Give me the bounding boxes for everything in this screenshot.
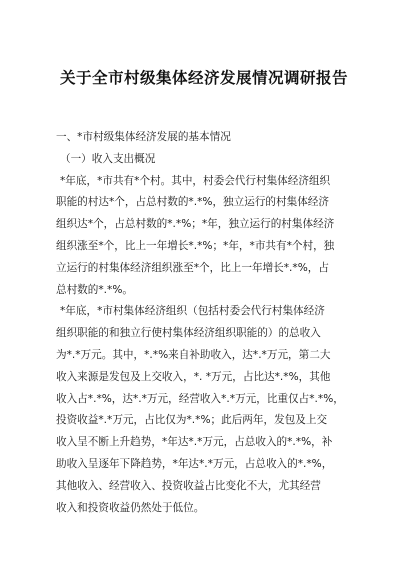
paragraph-line: 助收入呈逐年下降趋势，*年达*.*万元，占总收入的*.*%， [56, 457, 333, 470]
paragraph-line: 组织职能的和独立行使村集体经济组织职能的）的总收入 [56, 327, 321, 340]
document-body [56, 127, 368, 519]
paragraph-line: 组织涨至*个，比上一年增长*.*%；*年，*市共有*个村，独 [56, 239, 335, 252]
paragraph-line: 收入占*.*%，达*.*万元，经营收入*.*万元，比重仅占*.*%， [56, 392, 344, 405]
paragraph-line: 收入来源是发包及上交收入，*. *万元，占比达*.*%，其他 [56, 370, 331, 383]
paragraph-line: 职能的村达*个，占总村数的*.*%，独立运行的村集体经济 [56, 196, 329, 209]
section-heading: 一、*市村级集体经济发展的基本情况 [56, 131, 231, 143]
paragraph-line: 立运行的村集体经济组织涨至*个，比上一年增长*.*%，占 [56, 261, 329, 274]
paragraph-line: *年底，*市共有*个村。其中，村委会代行村集体经济组织 [60, 174, 331, 187]
paragraph-line: 组织达*个，占总村数的*.*%；*年，独立运行的村集体经济 [56, 218, 335, 231]
paragraph-line: 总村数的*.*%。 [56, 283, 133, 296]
subsection-heading: （一）收入支出概况 [60, 152, 156, 165]
paragraph-line: 为*.*万元。其中，*.*%来自补助收入，达*.*万元，第二大 [56, 348, 331, 361]
paragraph-line: 投资收益*.*万元，占比仅为*.*%；此后两年，发包及上交 [56, 414, 328, 427]
paragraph-line: 收入呈不断上升趋势，*年达*.*万元，占总收入的*.*%，补 [56, 436, 333, 449]
paragraph-line: *年底，*市村集体经济组织（包括村委会代行村集体经济 [60, 305, 325, 318]
paragraph-line: 收入和投资收益仍然处于低位。 [56, 501, 205, 514]
document-title: 关于全市村级集体经济发展情况调研报告 [59, 69, 348, 87]
paragraph-line: 其他收入、经营收入、投资收益占比变化不大，尤其经营 [56, 479, 321, 492]
